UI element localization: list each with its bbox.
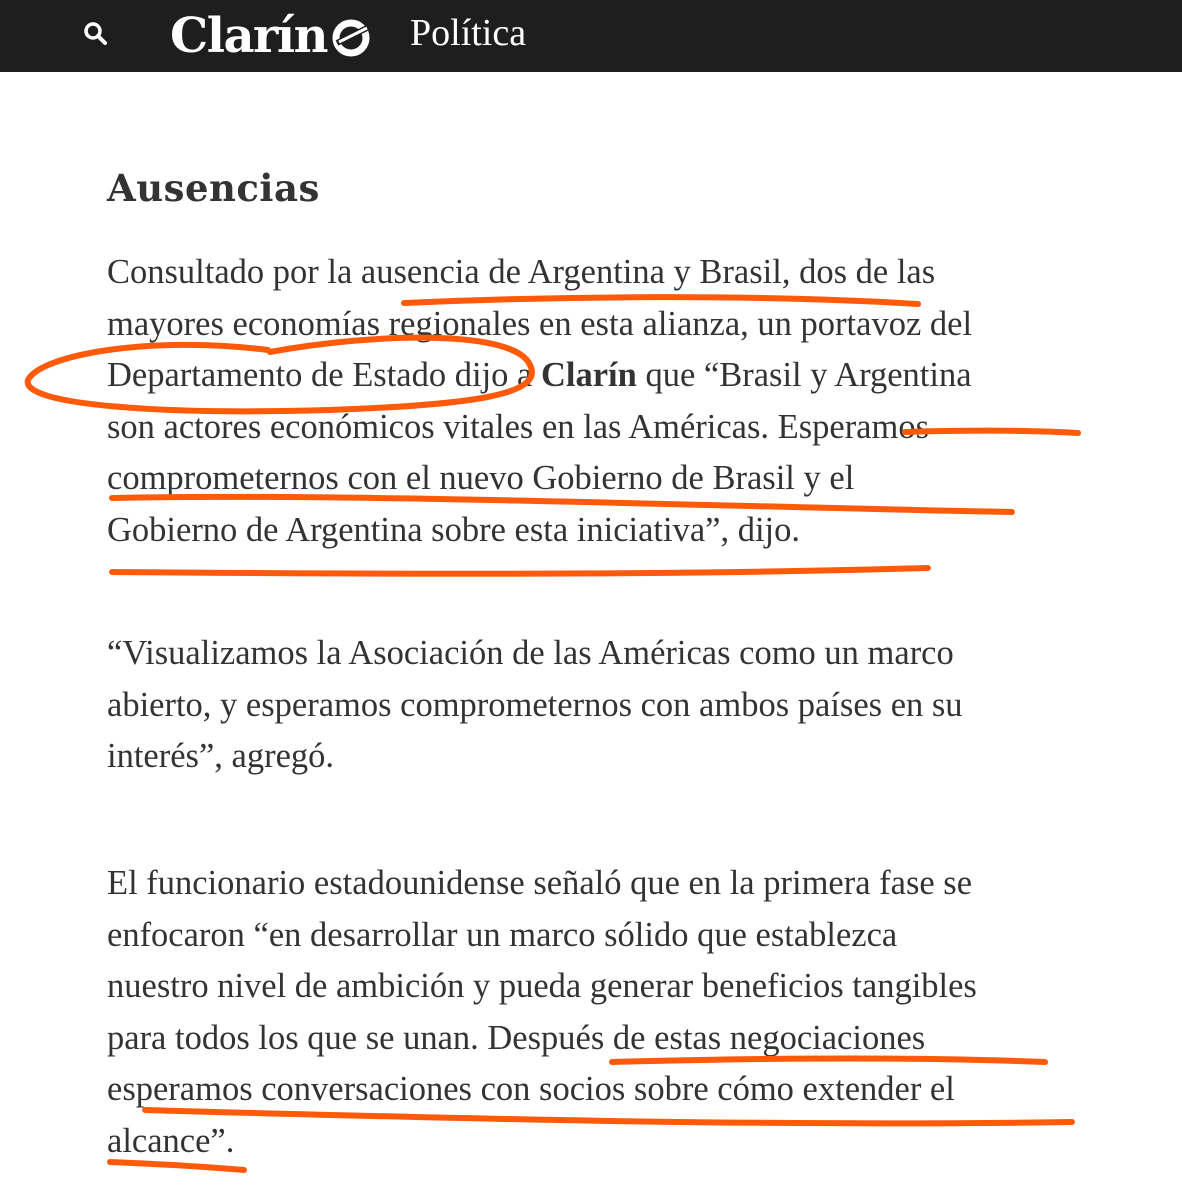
paragraph-line: son actores económicos vitales en las Américas. Esperamos [107, 407, 930, 446]
paragraph-line: El funcionario estadounidense señaló que en la primera fase se [107, 864, 973, 902]
paragraph-line: comprometernos con el nuevo Gobierno de Brasil y el [107, 459, 855, 497]
article-paragraph-1 [107, 247, 1167, 556]
paragraph-line: abierto, y esperamos comprometernos con ambos países en su [107, 685, 963, 724]
underline-mark [112, 568, 928, 574]
paragraph-line: nuestro nivel de ambición y pueda generar beneficios tangibles [107, 967, 977, 1005]
clarin-logo[interactable] [170, 6, 373, 66]
top-navigation-bar [0, 0, 1182, 72]
article-paragraph-2 [107, 628, 1167, 783]
paragraph-line: “Visualizamos la Asociación de las Américas como un marco [107, 634, 954, 672]
paragraph-line-segment: que “Brasil y Argentina [636, 356, 972, 394]
clarin-bold-mention: Clarín [540, 356, 637, 394]
article-paragraph-3 [107, 858, 1167, 1167]
section-label-politica[interactable]: Política [410, 12, 527, 54]
paragraph-line: para todos los que se unan. Después de estas negociaciones [107, 1018, 926, 1057]
paragraph-line: enfocaron “en desarrollar un marco sólido que establezca [107, 915, 898, 954]
paragraph-line: alcance”. [107, 1121, 235, 1160]
search-button[interactable] [80, 18, 112, 50]
paragraph-line: Gobierno de Argentina sobre esta iniciativa”, dijo. [107, 510, 800, 549]
clarin-logo-mark-icon [331, 15, 373, 57]
paragraph-line: Consultado por la ausencia de Argentina y Brasil, dos de las [107, 253, 936, 291]
paragraph-line: esperamos conversaciones con socios sobre cómo extender el [107, 1070, 955, 1108]
paragraph-line-segment: Departamento de Estado dijo a [107, 356, 541, 394]
paragraph-line [107, 350, 1167, 402]
section-heading: Ausencias [107, 166, 320, 210]
paragraph-line: interés”, agregó. [107, 737, 335, 775]
paragraph-line: mayores economías regionales en esta alianza, un portavoz del [107, 304, 973, 343]
logo-text: Clarín [170, 8, 327, 64]
search-icon [80, 18, 112, 50]
